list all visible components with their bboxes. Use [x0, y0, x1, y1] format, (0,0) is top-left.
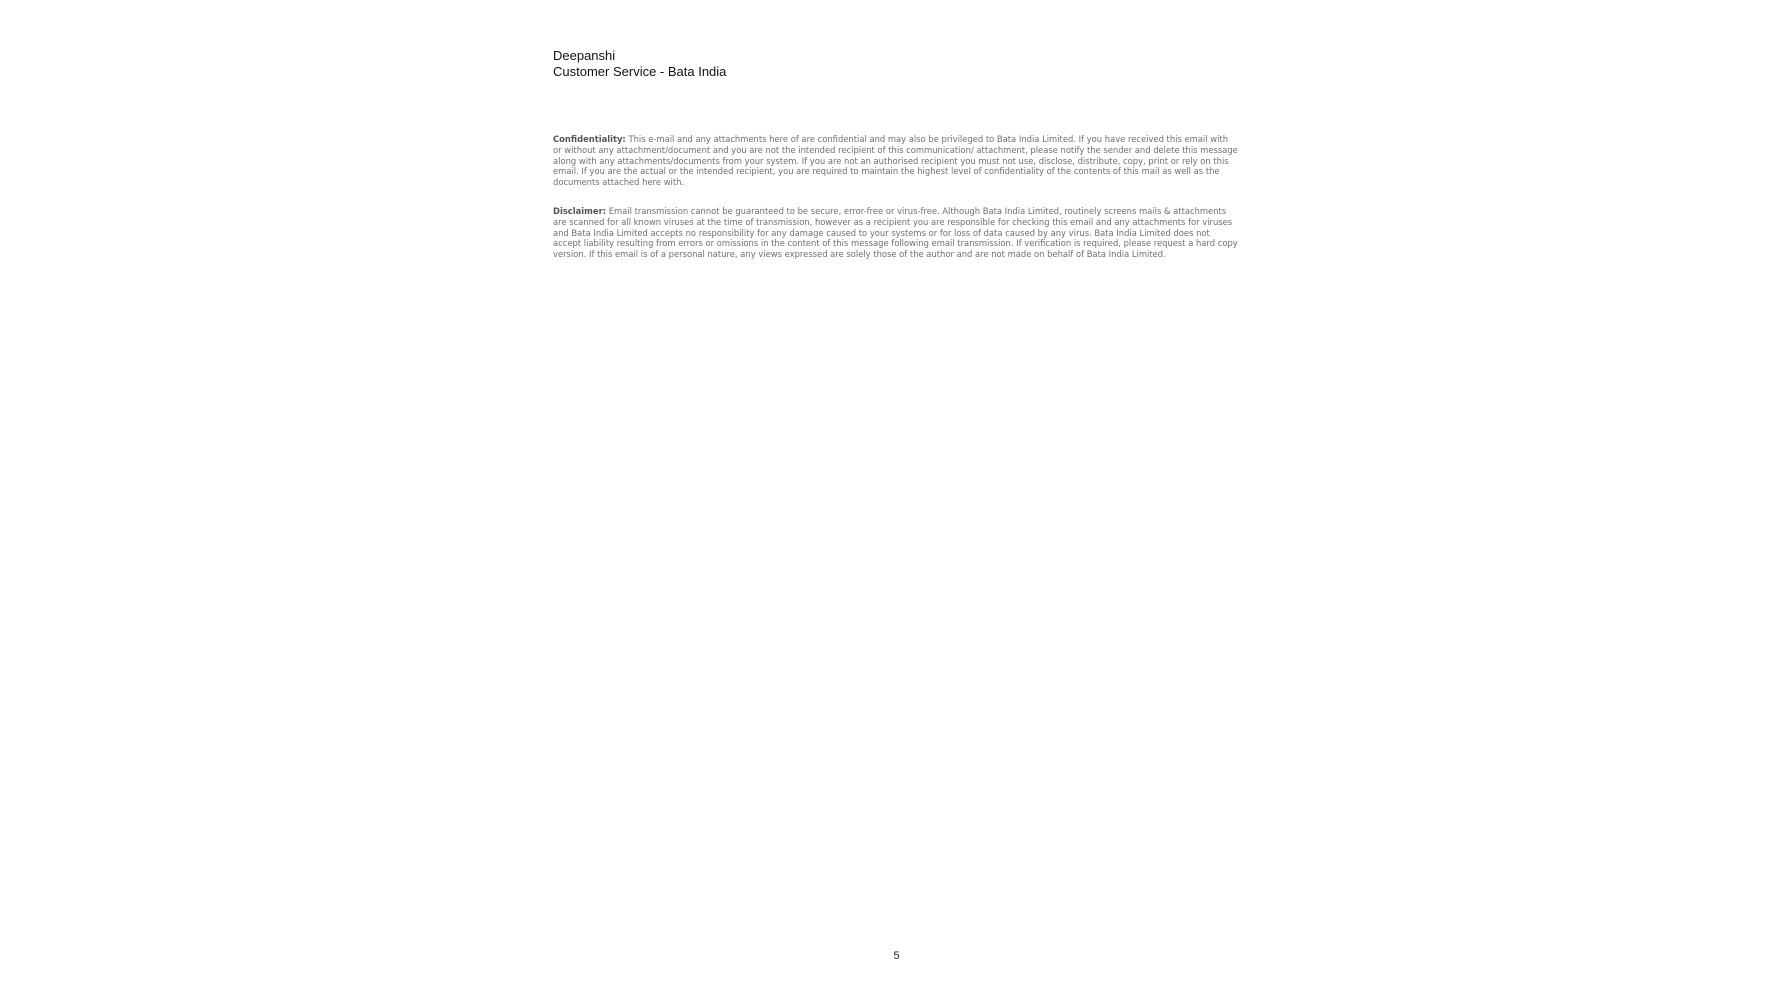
sender-title: Customer Service - Bata India: [553, 64, 727, 79]
disclaimer-label: Disclaimer:: [553, 206, 607, 216]
sender-name: Deepanshi: [553, 48, 616, 63]
page-number: 5: [893, 950, 900, 962]
confidentiality-notice: [553, 134, 1238, 188]
disclaimer-text: Email transmission cannot be guaranteed to be secure, error-free or virus-free. Although Bata India Limited, routinely screens mails & attachments are scanned for all known viruses at the time of transmission, however as a recipient you are responsible for checking this email and any attachments for viruses and Bata India Limited accepts no responsibility for any damage caused to your systems or for loss of data caused by any virus. Bata India Limited does not accept liability resulting from errors or omissions in the content of this message following email transmission. If verification is required, please request a hard copy version. If this email is of a personal nature, any views expressed are solely those of the author and are not made on behalf of Bata India Limited.: [553, 206, 1238, 260]
confidentiality-label: Confidentiality:: [553, 134, 626, 144]
email-signature: [553, 48, 726, 80]
disclaimer-notice: [553, 206, 1238, 260]
confidentiality-text: This e-mail and any attachments here of are confidential and may also be privileged to Bata India Limited. If you have received this email with or without any attachment/document and you are not the intended recipient of this communication/ attachment, please notify the sender and delete this message along with any attachments/documents from your system. If you are not an authorised recipient you must not use, disclose, distribute, copy, print or rely on this email. If you are the actual or the intended recipient, you are required to maintain the highest level of confidentiality of the contents of this mail as well as the documents attached here with.: [553, 134, 1238, 188]
